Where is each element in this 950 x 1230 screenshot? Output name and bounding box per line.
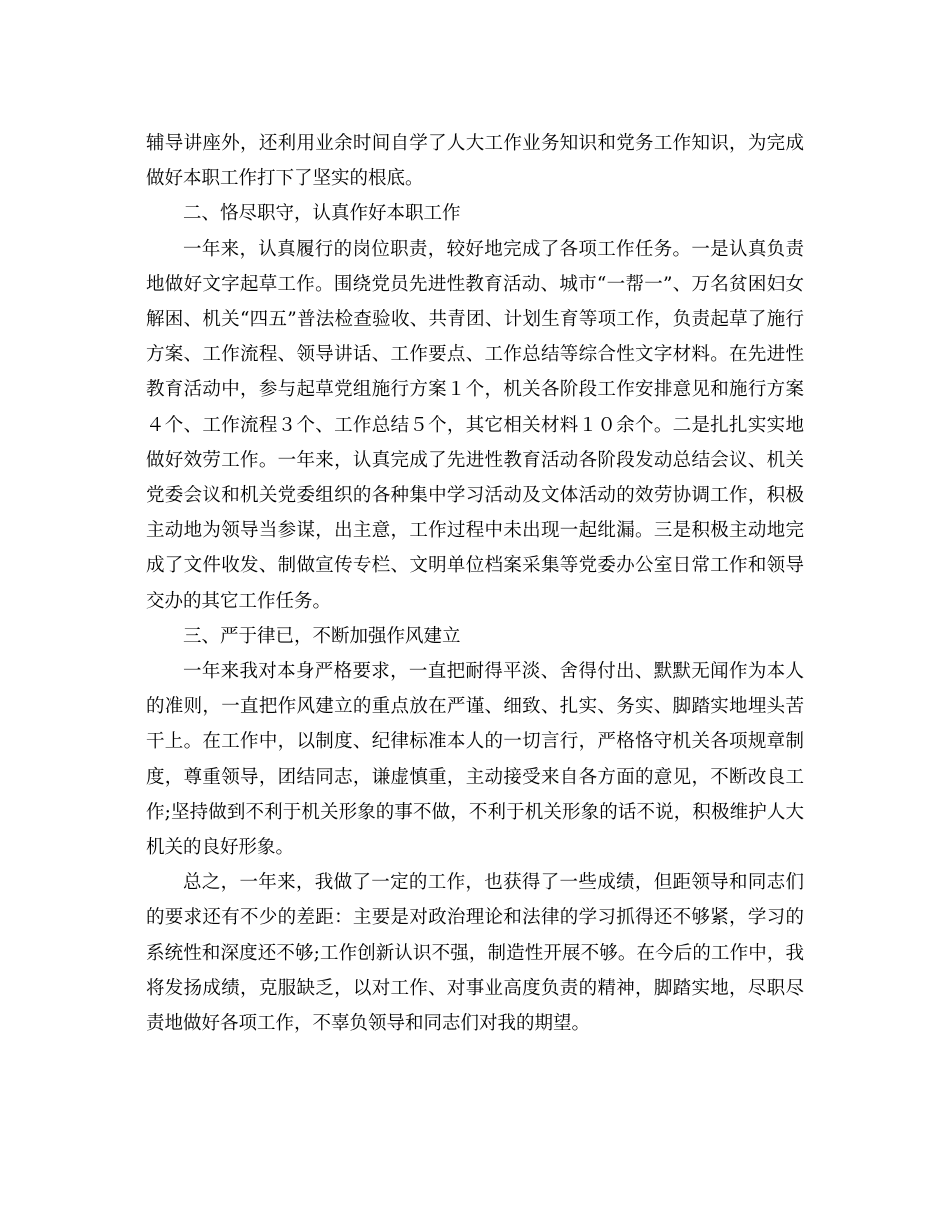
paragraph-summary: 总之，一年来，我做了一定的工作，也获得了一些成绩，但距领导和同志们的要求还有不少的差距：主要是对政治理论和法律的学习抓得还不够紧，学习的系统性和深度还不够;工作创新认识不强，制造性开展不够。在今后的工作中，我将发扬成绩，克服缺乏，以对工作、对事业高度负责的精神，脚踏实地，尽职尽责地做好各项工作，不辜负领导和同志们对我的期望。 <box>146 872 804 1035</box>
document-body <box>146 126 804 1041</box>
section-heading-2: 二、恪尽职守，认真作好本职工作 <box>183 203 461 225</box>
section-heading-3: 三、严于律已，不断加强作风建立 <box>183 625 461 647</box>
paragraph-continuation: 辅导讲座外，还利用业余时间自学了人大工作业务知识和党务工作知识，为完成做好本职工作打下了坚实的根底。 <box>146 133 804 190</box>
paragraph-conduct: 一年来我对本身严格要求，一直把耐得平淡、舍得付出、默默无闻作为本人的准则，一直把作风建立的重点放在严谨、细致、扎实、务实、脚踏实地埋头苦干上。在工作中，以制度、纪律标准本人的一切言行，严格恪守机关各项规章制度，尊重领导，团结同志，谦虚慎重，主动接受来自各方面的意见，不断改良工作;坚持做到不利于机关形象的事不做，不利于机关形象的话不说，积极维护人大机关的良好形象。 <box>146 661 804 859</box>
paragraph-duties: 一年来，认真履行的岗位职责，较好地完成了各项工作任务。一是认真负责地做好文字起草工作。围绕党员先进性教育活动、城市“一帮一”、万名贫困妇女解困、机关“四五”普法检查验收、共青团、计划生育等项工作，负责起草了施行方案、工作流程、领导讲话、工作要点、工作总结等综合性文字材料。在先进性教育活动中，参与起草党组施行方案１个，机关各阶段工作安排意见和施行方案４个、工作流程３个、工作总结５个，其它相关材料１０余个。二是扎扎实实地做好效劳工作。一年来，认真完成了先进性教育活动各阶段发动总结会议、机关党委会议和机关党委组织的各种集中学习活动及文体活动的效劳协调工作，积极主动地为领导当参谋，出主意，工作过程中未出现一起纰漏。三是积极主动地完成了文件收发、制做宣传专栏、文明单位档案采集等党委办公室日常工作和领导交办的其它工作任务。 <box>146 238 804 612</box>
